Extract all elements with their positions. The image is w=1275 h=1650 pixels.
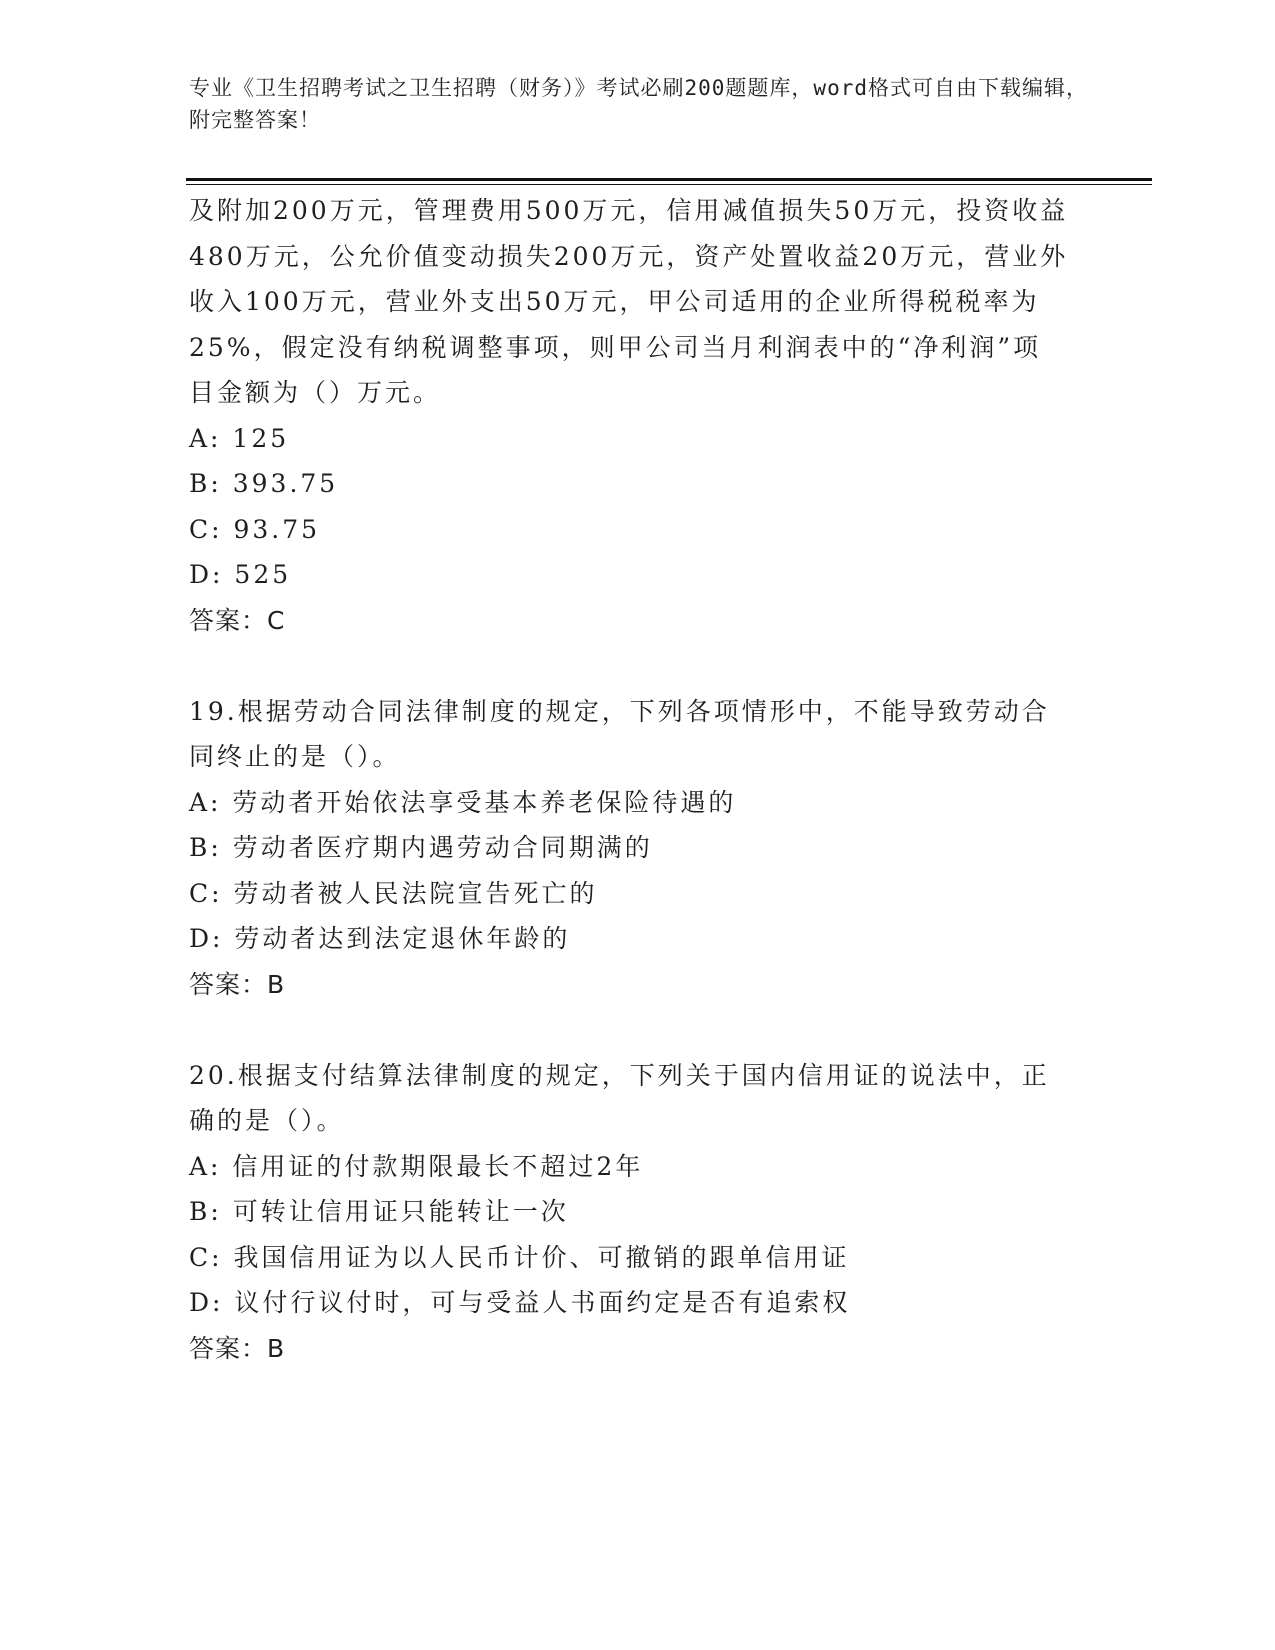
option-d: D: 劳动者达到法定退休年龄的 bbox=[189, 924, 571, 953]
question-stem: 及附加200万元，管理费用500万元，信用减值损失50万元，投资收益480万元，公允价值变动损失200万元，资产处置收益20万元，营业外收入100万元，营业外支出50万元，甲公司适用的企业所得税税率为25%，假定没有纳税调整事项，则甲公司当月利润表中的“净利润”项目金额为（）万元。 bbox=[189, 196, 1069, 407]
option-c: C: 劳动者被人民法院宣告死亡的 bbox=[189, 878, 598, 908]
header-divider-thin bbox=[186, 184, 1152, 185]
header-divider-thick bbox=[186, 178, 1152, 181]
question-stem: 20.根据支付结算法律制度的规定，下列关于国内信用证的说法中，正确的是（）。 bbox=[189, 1060, 1050, 1135]
question-20 bbox=[189, 1053, 1069, 1372]
option-a: A: 信用证的付款期限最长不超过2年 bbox=[189, 1151, 644, 1181]
option-b: B: 劳动者医疗期内遇劳动合同期满的 bbox=[189, 833, 653, 862]
spacer bbox=[189, 643, 1069, 689]
option-c: C: 93.75 bbox=[189, 514, 321, 544]
option-a: A: 125 bbox=[189, 423, 290, 453]
question-18 bbox=[189, 188, 1069, 643]
question-stem: 19.根据劳动合同法律制度的规定，下列各项情形中，不能导致劳动合同终止的是（）。 bbox=[189, 696, 1050, 771]
option-b: B: 393.75 bbox=[189, 469, 339, 498]
page-header: 专业《卫生招聘考试之卫生招聘（财务）》考试必刷200题题库，word格式可自由下载编辑，附完整答案！ bbox=[189, 76, 1088, 132]
answer-line: 答案：B bbox=[189, 969, 286, 999]
option-d: D: 525 bbox=[189, 560, 292, 589]
option-b: B: 可转让信用证只能转让一次 bbox=[189, 1197, 569, 1226]
option-c: C: 我国信用证为以人民币计价、可撤销的跟单信用证 bbox=[189, 1242, 850, 1272]
spacer bbox=[189, 1007, 1069, 1053]
answer-line: 答案：C bbox=[189, 605, 286, 635]
question-19 bbox=[189, 689, 1069, 1008]
question-list bbox=[189, 188, 1069, 1371]
option-a: A: 劳动者开始依法享受基本养老保险待遇的 bbox=[189, 787, 737, 817]
option-d: D: 议付行议付时，可与受益人书面约定是否有追索权 bbox=[189, 1288, 851, 1317]
answer-line: 答案：B bbox=[189, 1333, 286, 1363]
